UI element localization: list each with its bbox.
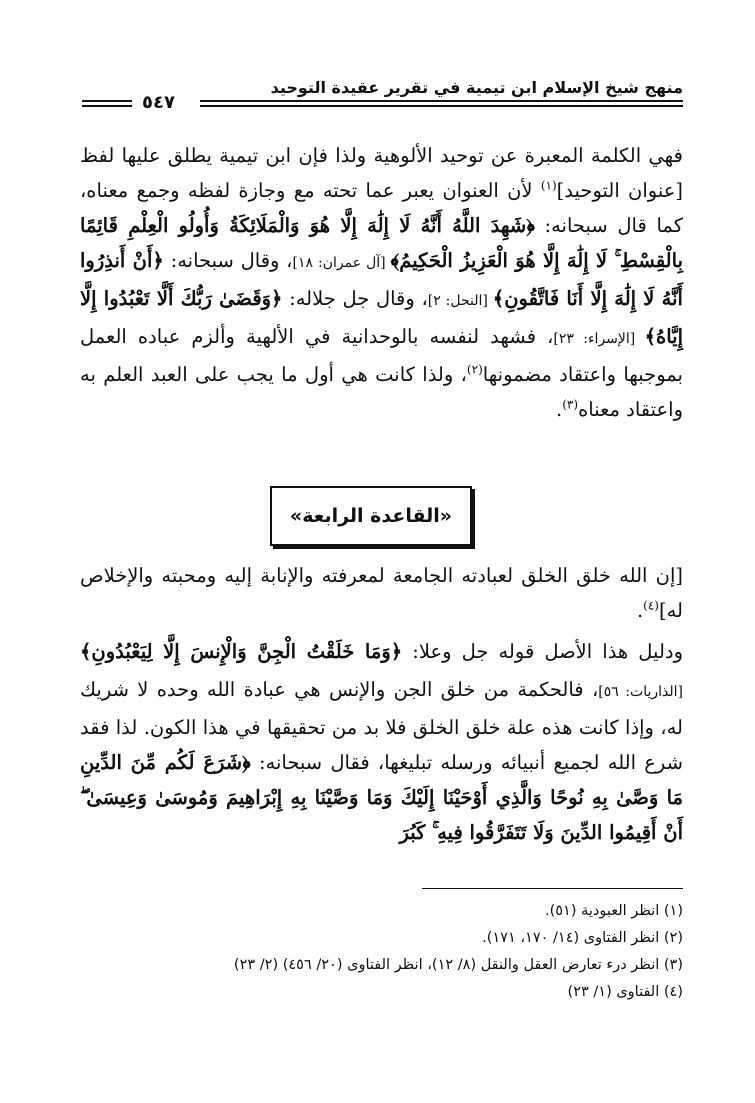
footnote: (٢) انظر الفتاوى (١٤/ ١٧٠، ١٧١).	[482, 930, 683, 946]
page-number: ٥٤٧	[142, 92, 175, 113]
text: لأن العنوان يعبر عما تحته مع وجازة لفظه وجمع معناه، كما قال سبحانه:	[80, 179, 683, 237]
text: ، وقال جل جلاله:	[282, 287, 428, 310]
footnote-separator	[422, 888, 683, 889]
verse-reference: [الذاريات: ٥٦]	[598, 684, 683, 700]
verse-reference: [النحل: ٢]	[427, 293, 493, 309]
footnote-ref-2: (٢)	[466, 362, 483, 377]
footnote: (٣) انظر درء تعارض العقل والنقل (٨/ ١٢)، انظر الفتاوى (٢٠/ ٤٥٦) (٢/ ٢٣)	[233, 957, 683, 973]
verse-reference: [آل عمران: ١٨]	[292, 255, 391, 271]
text: ، فشهد لنفسه بالوحدانية في الألهية وألزم عباده العمل بموجبها واعتقاد مضمونها	[80, 325, 683, 386]
footnote-ref-3: (٣)	[562, 397, 579, 412]
verse-reference: [الإسراء: ٢٣]	[553, 331, 645, 347]
text: فهي الكلمة المعبرة عن توحيد الألوهية ولذا فإن ابن تيمية يطلق عليها لفظ [عنوان التوحيد]	[80, 144, 683, 202]
text: ، وقال سبحانه:	[163, 249, 293, 272]
quran-verse: ﴿شَرَعَ لَكُم مِّنَ الدِّينِ مَا وَصَّىٰ بِهِ نُوحًا وَالَّذِي أَوْحَيْنَا إِلَيْكَ وَمَا وَصَّيْنَا بِهِ إِبْرَاهِيمَ وَمُوسَىٰ وَعِيسَىٰ ۖ أَنْ أَقِيمُوا الدِّينَ وَلَا تَتَفَرَّقُوا فِيهِ ۚ كَبُرَ	[80, 751, 683, 844]
quran-verse: ﴿وَقَضَىٰ رَبُّكَ أَلَّا تَعْبُدُوا إِلَّا إِيَّاهُ﴾	[80, 287, 683, 348]
quran-verse: ﴿وَمَا خَلَقْتُ الْجِنَّ وَالْإِنسَ إِلَّا لِيَعْبُدُونِ﴾	[80, 640, 403, 663]
paragraph-3	[80, 634, 683, 850]
text: ، ولذا كانت هي أول ما يجب على العبد العلم به واعتقاد معناه	[80, 363, 683, 421]
text: ، فالحكمة من خلق الجن والإنس هي عبادة الله وحده لا شريك له، وإذا كانت هذه علة خلق الخلق فلا بد من تحقيقها في هذا الكون. لذا فقد شرع الله لجميع أنبيائه ورسله تبليغها، فقال سبحانه:	[80, 678, 683, 774]
text: ودليل هذا الأصل قوله جل وعلا:	[402, 640, 683, 663]
text: [إن الله خلق الخلق لعبادته الجامعة لمعرفته والإنابة إليه ومحبته والإخلاص له]	[80, 564, 683, 622]
footnote-ref-4: (٤)	[643, 598, 659, 613]
text: .	[636, 599, 644, 622]
text: .	[556, 398, 563, 421]
header-rule-left	[82, 100, 132, 107]
header-rule-row	[82, 92, 683, 118]
footnote-ref-1: (١)	[540, 178, 557, 193]
paragraph-2	[80, 558, 683, 628]
quran-verse: ﴿شَهِدَ اللَّهُ أَنَّهُ لَا إِلَٰهَ إِلَّا هُوَ وَالْمَلَائِكَةُ وَأُولُو الْعِلْمِ قَائِمًا بِالْقِسْطِ ۚ لَا إِلَٰهَ إِلَّا هُوَ الْعَزِيزُ الْحَكِيمُ﴾	[80, 214, 683, 272]
footnotes	[80, 898, 683, 1006]
footnote: (١) انظر العبودية (٥١).	[544, 903, 683, 919]
header-rule-right	[200, 100, 683, 107]
running-header-title: منهج شيخ الإسلام ابن تيمية في تقرير عقيدة التوحيد	[270, 78, 683, 97]
paragraph-1	[80, 138, 683, 427]
rule-heading-box	[270, 486, 472, 546]
footnote: (٤) الفتاوى (١/ ٢٣)	[567, 984, 683, 1000]
quran-verse: ﴿أَنْ أَنذِرُوا أَنَّهُ لَا إِلَٰهَ إِلَّا أَنَا فَاتَّقُونِ﴾	[80, 249, 683, 310]
rule-heading: «القاعدة الرابعة»	[289, 505, 453, 527]
